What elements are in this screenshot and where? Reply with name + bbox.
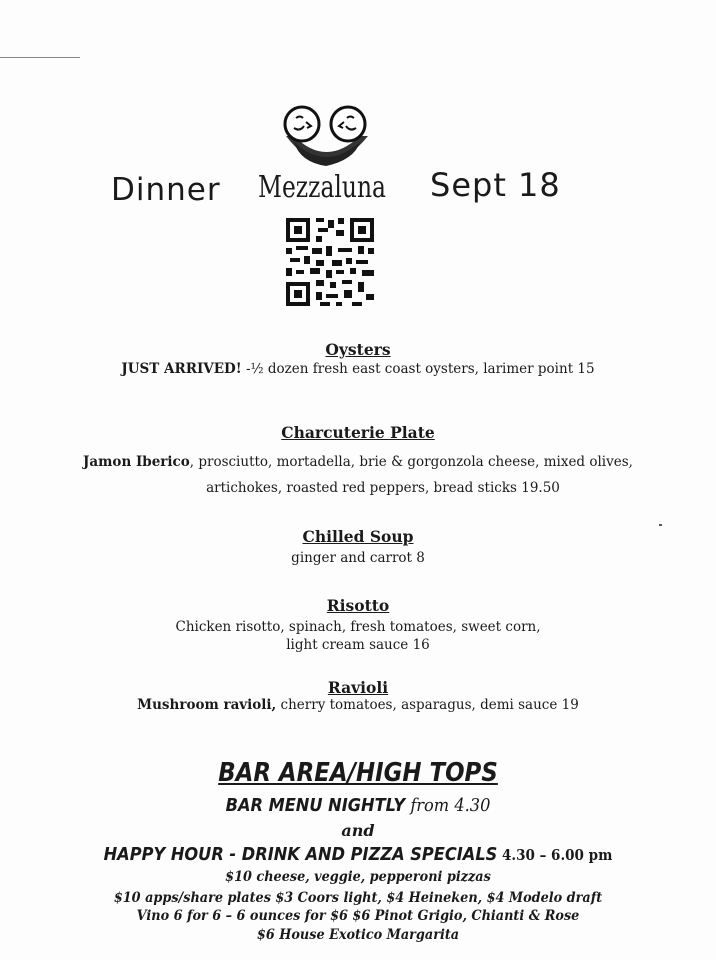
bar-special-line: Vino 6 for 6 – 6 ounces for $6 $6 Pinot Grigio, Chianti & Rose xyxy=(136,908,580,924)
soup-heading: Chilled Soup xyxy=(302,527,414,546)
qr-code-icon xyxy=(286,218,374,306)
happy-hour-bold: HAPPY HOUR - DRINK AND PIZZA SPECIALS xyxy=(103,844,498,865)
risotto-heading: Risotto xyxy=(326,596,390,615)
bar-special-line: $10 cheese, veggie, pepperoni pizzas xyxy=(225,869,491,885)
charcuterie-description-line2: artichokes, roasted red peppers, bread sticks 19.50 xyxy=(206,480,560,496)
ravioli-desc: cherry tomatoes, asparagus, demi sauce 19 xyxy=(276,697,579,713)
bar-and: and xyxy=(341,821,375,840)
soup-description: ginger and carrot 8 xyxy=(291,550,425,566)
charcuterie-heading: Charcuterie Plate xyxy=(281,423,435,442)
bar-special-line: $6 House Exotico Margarita xyxy=(256,927,460,943)
scan-artifact-line xyxy=(0,57,80,58)
title-dinner: Dinner xyxy=(111,172,221,208)
oysters-lead: JUST ARRIVED! xyxy=(121,361,242,377)
bar-menu-time: from 4.30 xyxy=(405,795,491,816)
oysters-desc: -½ dozen fresh east coast oysters, larimer point 15 xyxy=(241,361,595,377)
menu-date: Sept 18 xyxy=(430,166,561,204)
bar-menu-line xyxy=(36,795,680,816)
scan-artifact-speck xyxy=(659,524,662,526)
charcuterie-description-line1 xyxy=(0,454,716,470)
bar-special-line: $10 apps/share plates $3 Coors light, $4 Heineken, $4 Modelo draft xyxy=(113,890,603,906)
happy-hour-line xyxy=(36,844,680,865)
ravioli-heading: Ravioli xyxy=(327,678,389,697)
bar-area-heading: BAR AREA/HIGH TOPS xyxy=(218,758,498,788)
oysters-description xyxy=(0,361,716,377)
menu-title-row xyxy=(0,166,716,216)
restaurant-name: Mezzaluna xyxy=(258,170,386,205)
two-faces-moon-logo-icon xyxy=(272,102,380,176)
risotto-description-line2: light cream sauce 16 xyxy=(286,637,430,653)
charcuterie-lead: Jamon Iberico xyxy=(83,454,190,470)
risotto-description-line1: Chicken risotto, spinach, fresh tomatoes, sweet corn, xyxy=(175,619,541,635)
ravioli-description xyxy=(0,697,716,713)
ravioli-lead: Mushroom ravioli, xyxy=(137,697,277,713)
charcuterie-desc1: , prosciutto, mortadella, brie & gorgonzola cheese, mixed olives, xyxy=(189,454,633,470)
bar-menu-bold: BAR MENU NIGHTLY xyxy=(225,795,406,816)
happy-hour-time: 4.30 – 6.00 pm xyxy=(497,846,613,864)
oysters-heading: Oysters xyxy=(325,340,391,359)
